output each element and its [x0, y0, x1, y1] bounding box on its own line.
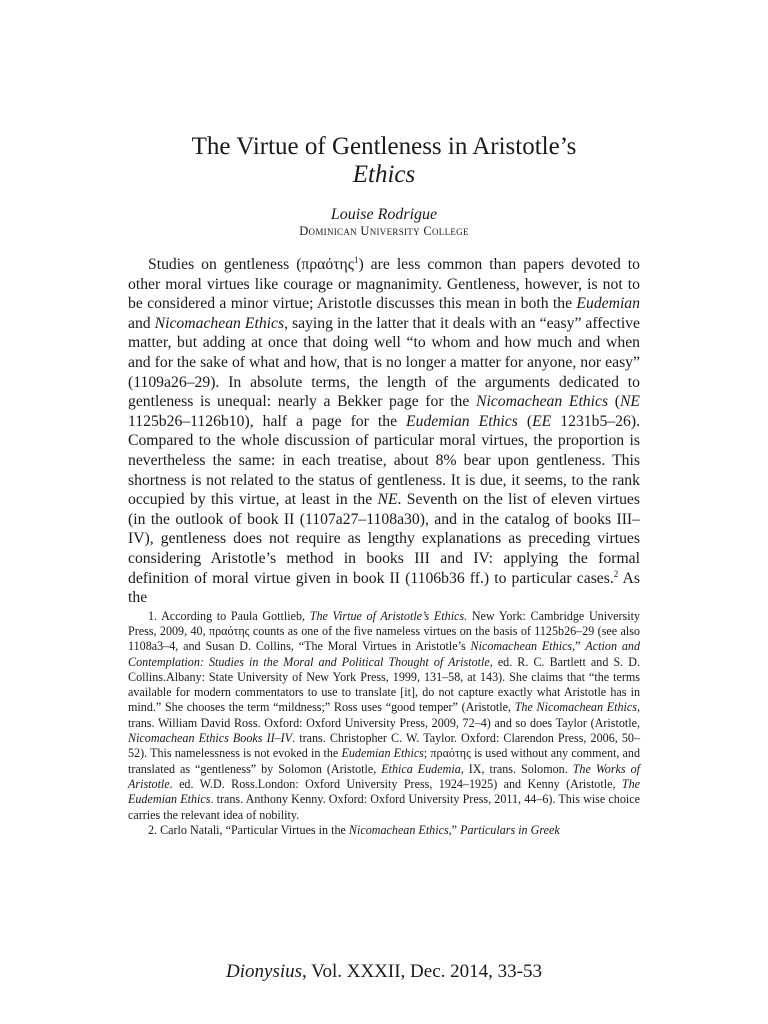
article-title	[128, 133, 640, 189]
greek-term: πραότης	[301, 256, 354, 273]
journal-name: Dionysius	[226, 961, 303, 982]
journal-volume-info: , Vol. XXXII, Dec. 2014, 33-53	[302, 961, 542, 982]
journal-footer	[0, 961, 768, 983]
footnotes	[128, 609, 640, 838]
title-line-1: The Virtue of Gentleness in Aristotle’s	[191, 133, 577, 160]
page	[128, 0, 640, 838]
body-text	[128, 255, 640, 608]
author-name: Louise Rodrigue	[330, 206, 438, 223]
footnote-ref-1[interactable]: 1	[353, 254, 359, 265]
author-affiliation: Dominican University College	[299, 224, 469, 238]
footnote-ref-2[interactable]: 2	[613, 568, 619, 579]
title-line-2: Ethics	[352, 161, 416, 188]
body-paragraph: Studies on gentleness (πραότης$^1$) are less common than papers devoted to other moral virtues like courage or magnanimity. Gentleness, however, is not to be considered a minor virtue; Aristotle discusses this mean in both the Eudemian and Nicomachean Ethics, saying in the latter that it deals with an “easy” affective matter, but adding at once that doing well “to whom and how much and when and for the sake of what and how, that is no longer a matter for anyone, nor easy” (1109a26–29). In absolute terms, the length of the arguments dedicated to gentleness is unequal: nearly a Bekker page for the Nicomachean Ethics (NE 1125b26–1126b10), half a page for the Eudemian Ethics (EE 1231b5–26). Compared to the whole discussion of particular moral virtues, the proportion is nevertheless the same: in each treatise, about 8% bear upon gentleness. This shortness is not related to the status of gentleness. It is due, it seems, to the rank occupied by this virtue, at least in the NE. Seventh on the list of eleven virtues (in the outlook of book II (1107a27–1108a30), and in the catalog of books III–IV), gentleness does not require as lengthy explanations as preceding virtues considering Aristotle’s method in books III and IV: applying the formal definition of moral virtue given in book II (1106b36 ff.) to particular cases.$^2$ As the	[128, 254, 641, 607]
footnote-1: 1. According to Paula Gottlieb, The Virtue of Aristotle’s Ethics. New York: Cambridge University Press, 2009, 40, πραότης counts as one of the five nameless virtues on the basis of 1125b26–29 (see also 1108a3–4, and Susan D. Collins, “The Moral Virtues in Aristotle’s Nicomachean Ethics,” Action and Contemplation: Studies in the Moral and Political Thought of Aristotle, ed. R. C. Bartlett and S. D. Collins.Albany: State University of New York Press, 1999, 131–58, at 143). She claims that “the terms available for modern commentators to use to translate [it], do not capture exactly what Aristotle has in mind.” She chooses the term “mildness;” Ross uses “good temper” (Aristotle, The Nicomachean Ethics, trans. William David Ross. Oxford: Oxford University Press, 2009, 72–4) and so does Taylor (Aristotle, Nicomachean Ethics Books II–IV. trans. Christopher C. W. Taylor. Oxford: Clarendon Press, 2006, 50–52). This namelessness is not evoked in the Eudemian Ethics; πραότης is used without any comment, and translated as “gentleness” by Solomon (Aristotle, Ethica Eudemia, IX, trans. Solomon. The Works of Aristotle. ed. W.D. Ross.London: Oxford University Press, 1924–1925) and Kenny (Aristotle, The Eudemian Ethics. trans. Anthony Kenny. Oxford: Oxford University Press, 2011, 44–6). This wise choice carries the relevant idea of nobility.	[128, 608, 641, 822]
footnote-2: 2. Carlo Natali, “Particular Virtues in the Nicomachean Ethics,” Particulars in Greek	[148, 822, 560, 837]
